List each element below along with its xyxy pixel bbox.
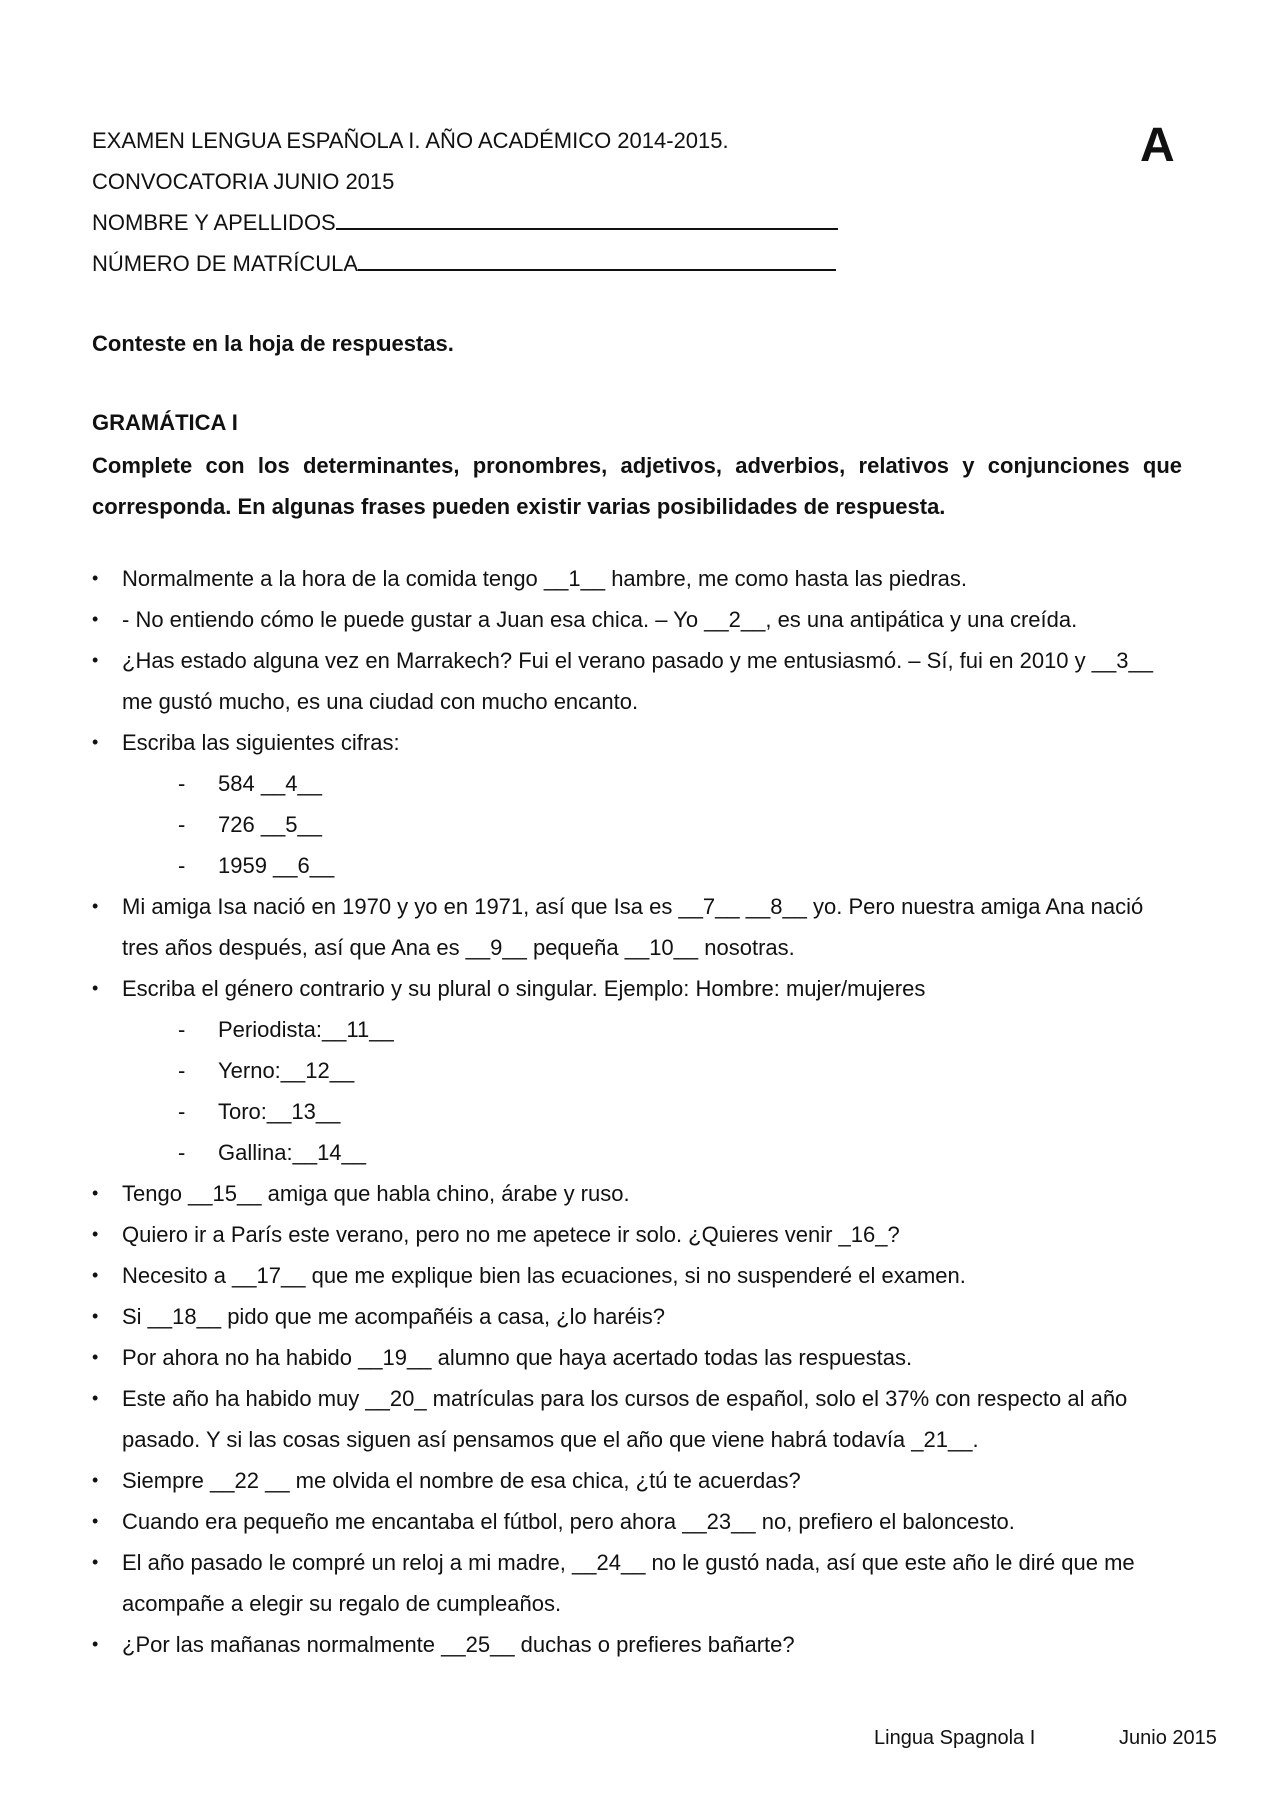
matricula-label: NÚMERO DE MATRÍCULA <box>92 251 359 276</box>
name-field-row <box>92 202 1182 243</box>
sub-item <box>92 845 1182 886</box>
sub-item <box>92 1009 1182 1050</box>
question-text: Por ahora no ha habido __19__ alumno que haya acertado todas las respuestas. <box>122 1345 913 1370</box>
exam-session: CONVOCATORIA JUNIO 2015 <box>92 169 395 194</box>
sub-item <box>92 1132 1182 1173</box>
exam-title: EXAMEN LENGUA ESPAÑOLA I. AÑO ACADÉMICO 2014-2015. <box>92 128 729 153</box>
bullet-icon: • <box>92 1306 99 1326</box>
instructions: Conteste en la hoja de respuestas. <box>92 331 454 356</box>
bullet-icon: • <box>92 978 99 998</box>
question-item <box>92 640 1182 722</box>
sub-item <box>92 1050 1182 1091</box>
question-item <box>92 1255 1182 1296</box>
question-text: El año pasado le compré un reloj a mi madre, __24__ no le gustó nada, así que este año le diré que me acompañe a elegir su regalo de cumpleaños. <box>122 1550 1135 1616</box>
question-item <box>92 968 1182 1009</box>
question-item <box>92 599 1182 640</box>
question-item <box>92 1624 1182 1665</box>
dash-icon: - <box>178 812 186 837</box>
question-item <box>92 1501 1182 1542</box>
bullet-icon: • <box>92 896 99 916</box>
dash-icon: - <box>178 1099 186 1124</box>
question-item <box>92 1460 1182 1501</box>
dash-icon: - <box>178 1017 186 1042</box>
bullet-icon: • <box>92 609 99 629</box>
question-text: ¿Has estado alguna vez en Marrakech? Fui el verano pasado y me entusiasmó. – Sí, fui en 2010 y __3__ me gustó mucho, es una ciudad con mucho encanto. <box>122 648 1153 714</box>
bullet-icon: • <box>92 1552 99 1572</box>
question-item <box>92 1173 1182 1214</box>
dash-icon: - <box>178 853 186 878</box>
bullet-icon: • <box>92 1634 99 1654</box>
bullet-icon: • <box>92 1388 99 1408</box>
bullet-icon: • <box>92 568 99 588</box>
matricula-blank-line <box>358 268 836 271</box>
footer-course: Lingua Spagnola I <box>874 1727 1036 1749</box>
exam-header <box>92 120 1182 284</box>
question-text: Mi amiga Isa nació en 1970 y yo en 1971, así que Isa es __7__ __8__ yo. Pero nuestra amiga Ana nació tres años después, así que Ana es __9__ pequeña __10__ nosotras. <box>122 894 1144 960</box>
sub-item-text: Yerno:__12__ <box>218 1058 355 1083</box>
bullet-icon: • <box>92 1347 99 1367</box>
name-blank-line <box>336 227 838 230</box>
bullet-icon: • <box>92 1511 99 1531</box>
question-item <box>92 1378 1182 1460</box>
question-item <box>92 1337 1182 1378</box>
name-label: NOMBRE Y APELLIDOS <box>92 210 336 235</box>
sub-item-text: 1959 __6__ <box>218 853 335 878</box>
section-title: GRAMÁTICA I <box>92 410 238 435</box>
question-item <box>92 722 1182 763</box>
question-text: Siempre __22 __ me olvida el nombre de esa chica, ¿tú te acuerdas? <box>122 1468 801 1493</box>
dash-icon: - <box>178 771 186 796</box>
question-text: Cuando era pequeño me encantaba el fútbol, pero ahora __23__ no, prefiero el baloncesto. <box>122 1509 1015 1534</box>
exam-version-letter: A <box>1140 119 1175 172</box>
question-text: Si __18__ pido que me acompañéis a casa, ¿lo haréis? <box>122 1304 666 1329</box>
question-text: - No entiendo cómo le puede gustar a Juan esa chica. – Yo __2__, es una antipática y una creída. <box>122 607 1078 632</box>
bullet-icon: • <box>92 1470 99 1490</box>
footer-date: Junio 2015 <box>1119 1727 1217 1749</box>
question-text: Quiero ir a París este verano, pero no me apetece ir solo. ¿Quieres venir _16_? <box>122 1222 900 1247</box>
question-item <box>92 886 1182 968</box>
bullet-icon: • <box>92 1224 99 1244</box>
question-item <box>92 1214 1182 1255</box>
question-text: Tengo __15__ amiga que habla chino, árabe y ruso. <box>122 1181 630 1206</box>
bullet-icon: • <box>92 650 99 670</box>
sub-item-text: 584 __4__ <box>218 771 322 796</box>
question-text: Necesito a __17__ que me explique bien las ecuaciones, si no suspenderé el examen. <box>122 1263 966 1288</box>
sub-item <box>92 1091 1182 1132</box>
dash-icon: - <box>178 1058 186 1083</box>
question-text: Normalmente a la hora de la comida tengo __1__ hambre, me como hasta las piedras. <box>122 566 968 591</box>
bullet-icon: • <box>92 1265 99 1285</box>
question-item <box>92 1542 1182 1624</box>
question-text: Escriba las siguientes cifras: <box>122 730 400 755</box>
sub-item-text: Gallina:__14__ <box>218 1140 367 1165</box>
question-text: Escriba el género contrario y su plural o singular. Ejemplo: Hombre: mujer/mujeres <box>122 976 926 1001</box>
sub-item-text: Periodista:__11__ <box>218 1017 394 1042</box>
question-item <box>92 1296 1182 1337</box>
dash-icon: - <box>178 1140 186 1165</box>
sub-item <box>92 763 1182 804</box>
bullet-icon: • <box>92 732 99 752</box>
bullet-icon: • <box>92 1183 99 1203</box>
question-item <box>92 558 1182 599</box>
question-text: Este año ha habido muy __20_ matrículas para los cursos de español, solo el 37% con respecto al año pasado. Y si las cosas siguen así pensamos que el año que viene habrá todavía _21__. <box>122 1386 1128 1452</box>
question-list <box>92 558 1182 1665</box>
question-text: ¿Por las mañanas normalmente __25__ duchas o prefieres bañarte? <box>122 1632 795 1657</box>
sub-item-text: 726 __5__ <box>218 812 322 837</box>
matricula-field-row <box>92 243 1182 284</box>
section-description: Complete con los determinantes, pronombres, adjetivos, adverbios, relativos y conjunciones que corresponda. En algunas frases pueden existir varias posibilidades de respuesta. <box>92 453 1182 519</box>
sub-item-text: Toro:__13__ <box>218 1099 341 1124</box>
sub-item <box>92 804 1182 845</box>
